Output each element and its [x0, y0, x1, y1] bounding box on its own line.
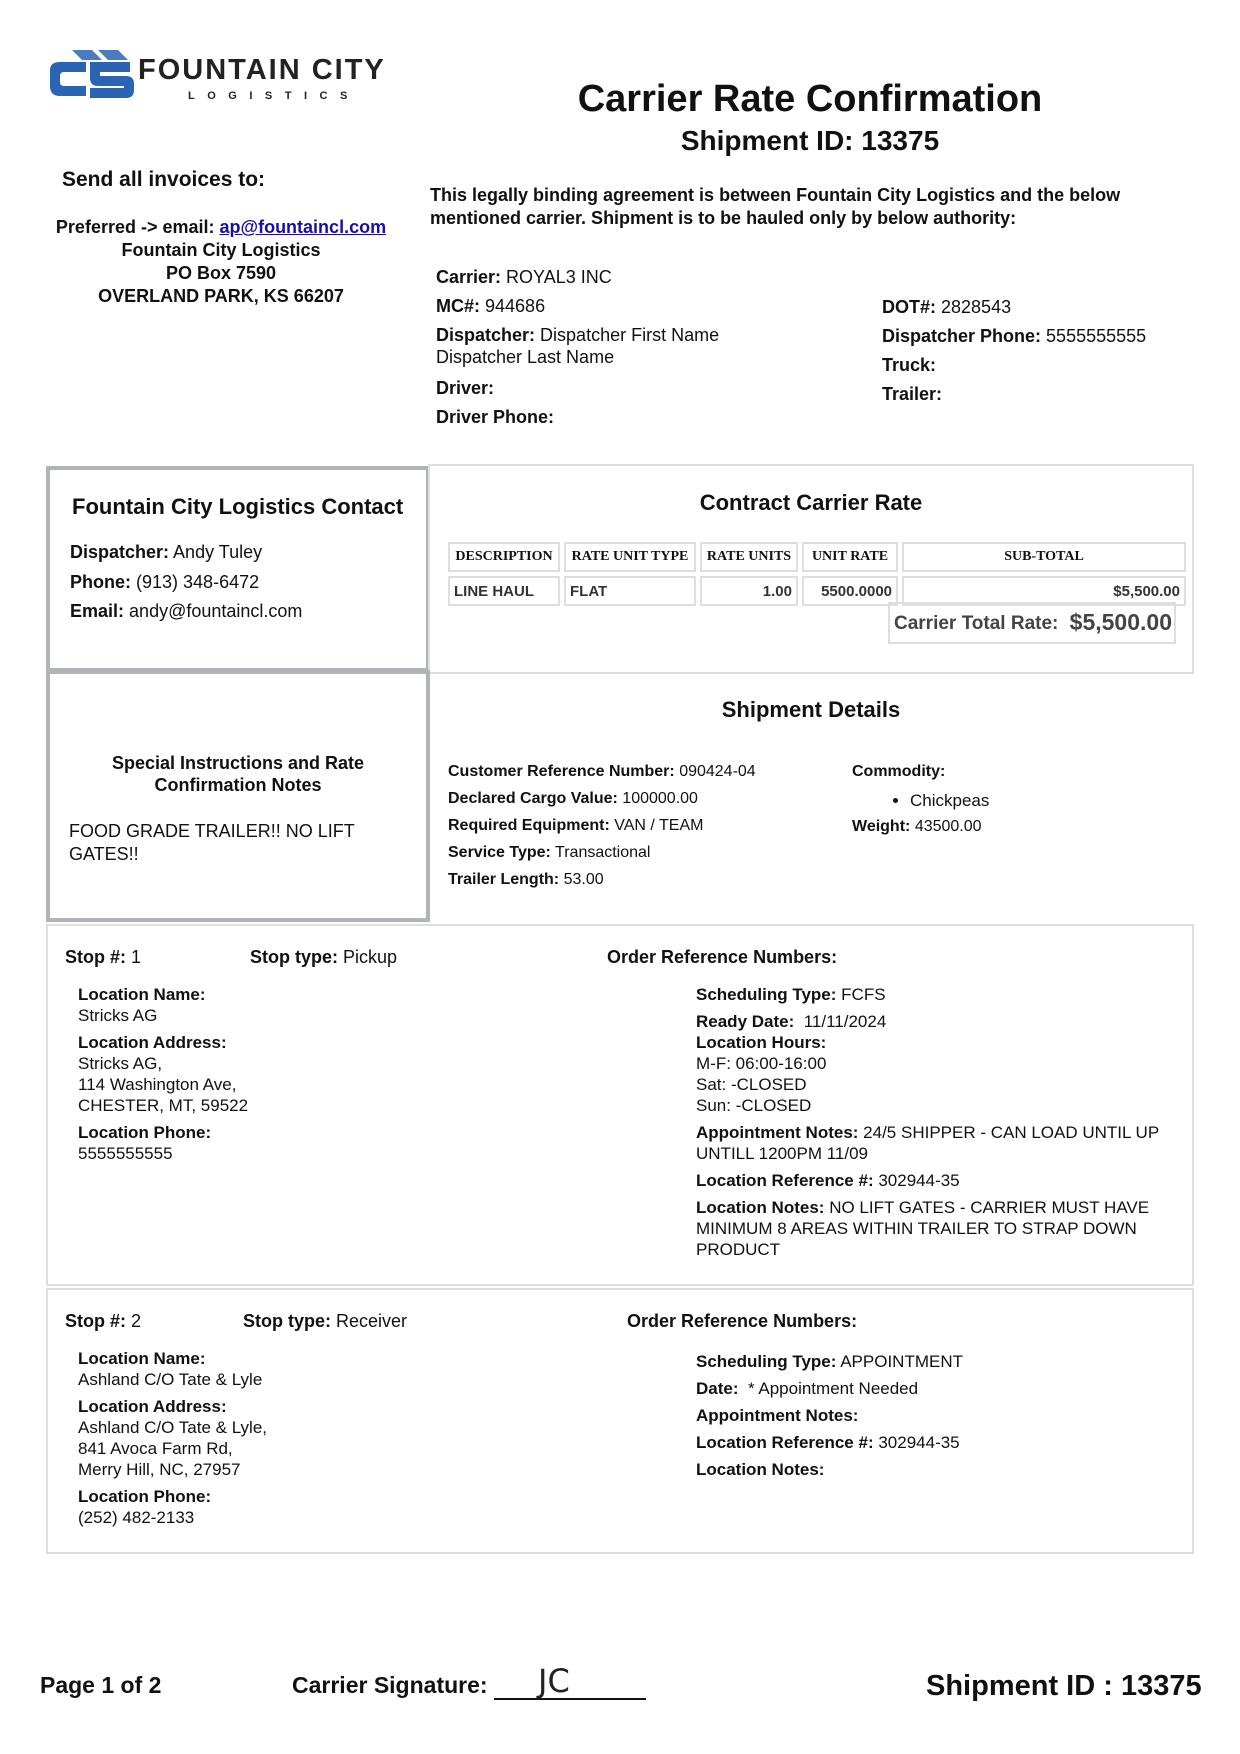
- mc-label: MC#:: [436, 296, 480, 316]
- stop-1-location: [78, 984, 518, 1164]
- shipment-heading: Shipment Details: [721, 697, 901, 722]
- special-heading-line1: Special Instructions and Rate: [111, 753, 365, 773]
- crn-label: Customer Reference Number:: [448, 763, 675, 780]
- stop-1-locnotes-value: NO LIFT GATES - CARRIER MUST HAVE MINIMUM 8 AREAS WITHIN TRAILER TO STRAP DOWN PRODUCT: [696, 1198, 1150, 1259]
- dot-label: DOT#:: [882, 297, 936, 317]
- signature-line: [494, 1698, 646, 1700]
- invoice-city: OVERLAND PARK, KS 66207: [98, 286, 344, 306]
- stop-1-locnotes-row: [696, 1197, 1176, 1260]
- stop-1-schedule: [696, 984, 1176, 1260]
- stop-1-type: [250, 947, 397, 968]
- contact-dispatcher-label: Dispatcher:: [70, 542, 170, 562]
- stop-1-hours-label: Location Hours:: [696, 1033, 827, 1052]
- commodity-list: [836, 790, 989, 812]
- col-rate-units: RATE UNITS: [700, 542, 798, 572]
- weight-row: [852, 818, 982, 836]
- stop-2-orn: [627, 1311, 857, 1332]
- page-number: Page 1 of 2: [40, 1672, 162, 1698]
- contact-email: [70, 600, 302, 622]
- invoice-address: [46, 216, 396, 308]
- special-text: FOOD GRADE TRAILER!! NO LIFT GATES!!: [69, 821, 355, 864]
- equipment-value: VAN / TEAM: [614, 817, 704, 834]
- dispatcher-first: Dispatcher First Name: [540, 325, 720, 345]
- crn-row: [448, 758, 756, 785]
- stop-2-addr3: Merry Hill, NC, 27957: [78, 1460, 241, 1479]
- stop-2-locref-value: 302944-35: [878, 1433, 960, 1452]
- contact-dispatcher: [70, 541, 262, 563]
- invoice-pobox: PO Box 7590: [165, 263, 277, 283]
- stop-2-type-value: Receiver: [336, 1311, 408, 1331]
- trailer-length-value: 53.00: [563, 871, 604, 888]
- total-value: $5,500.00: [1069, 609, 1172, 635]
- stop-2-date-label: Date:: [696, 1379, 739, 1398]
- dispatcher-phone-row: [882, 325, 1146, 347]
- stop-1-locref-label: Location Reference #:: [696, 1171, 874, 1190]
- stop-1-number-label: Stop #:: [65, 947, 126, 967]
- shipment-id-heading: Shipment ID: 13375: [680, 125, 940, 156]
- cargo-value: 100000.00: [622, 790, 698, 807]
- service-row: [448, 839, 756, 866]
- stop-2-loc-phone-label: Location Phone:: [78, 1487, 212, 1506]
- stop-2-addr1: Ashland C/O Tate & Lyle,: [78, 1418, 267, 1437]
- logo-name: FOUNTAIN CITY: [138, 54, 386, 86]
- stop-1-ready-value: 11/11/2024: [803, 1012, 887, 1031]
- rate-heading: Contract Carrier Rate: [699, 490, 923, 515]
- dispatcher-label: Dispatcher:: [436, 325, 536, 345]
- contact-email-value[interactable]: andy@fountaincl.com: [129, 601, 303, 621]
- stop-1-locnotes-label: Location Notes:: [696, 1198, 825, 1217]
- contact-phone-value: (913) 348-6472: [136, 572, 260, 592]
- stop-2-loc-addr-label: Location Address:: [78, 1397, 227, 1416]
- stop-1-addr3: CHESTER, MT, 59522: [78, 1096, 249, 1115]
- truck-row: [882, 354, 936, 376]
- stop-1-hours3: Sun: -CLOSED: [696, 1096, 812, 1115]
- weight-label: Weight:: [852, 818, 911, 835]
- trailer-label: Trailer:: [882, 384, 943, 404]
- service-value: Transactional: [555, 844, 651, 861]
- stop-2-loc-name: Ashland C/O Tate & Lyle: [78, 1370, 263, 1389]
- contact-dispatcher-value: Andy Tuley: [173, 542, 263, 562]
- agreement-text: This legally binding agreement is between Fountain City Logistics and the below mentioned carrier. Shipment is to be hauled only by below authority:: [430, 185, 1121, 228]
- cargo-row: [448, 785, 756, 812]
- driver-phone-label: Driver Phone:: [436, 407, 555, 427]
- stop-1-number: [65, 947, 141, 968]
- truck-label: Truck:: [882, 355, 937, 375]
- stop-1-ready-label: Ready Date:: [696, 1012, 795, 1031]
- cell-rate-units: 1.00: [700, 576, 798, 606]
- stop-2-sched-value: APPOINTMENT: [840, 1352, 964, 1371]
- rate-table: [444, 538, 1190, 610]
- stop-2-number-value: 2: [131, 1311, 142, 1331]
- dispatcher-last: Dispatcher Last Name: [436, 347, 615, 367]
- stop-2-location: [78, 1348, 518, 1528]
- driver-label: Driver:: [436, 378, 495, 398]
- shipment-details-left: [448, 758, 756, 893]
- carrier-total-box: [888, 602, 1176, 644]
- rate-table-header: [448, 542, 1186, 572]
- stop-2-locref-label: Location Reference #:: [696, 1433, 874, 1452]
- trailer-length-row: [448, 866, 756, 893]
- stop-2-locnotes-label: Location Notes:: [696, 1460, 825, 1479]
- stop-1-hours1: M-F: 06:00-16:00: [696, 1054, 827, 1073]
- preferred-label: Preferred -> email:: [55, 217, 215, 237]
- contact-phone: [70, 571, 259, 593]
- dispatcher-phone-value: 5555555555: [1046, 326, 1147, 346]
- dispatcher-phone-label: Dispatcher Phone:: [882, 326, 1042, 346]
- stop-2-locref-row: [696, 1429, 1176, 1456]
- stop-2-appt-row: [696, 1402, 1176, 1429]
- stop-1-addr2: 114 Washington Ave,: [78, 1075, 237, 1094]
- carrier-value: ROYAL3 INC: [506, 267, 612, 287]
- invoice-email-link[interactable]: ap@fountaincl.com: [219, 217, 387, 237]
- dot-row: [882, 296, 1011, 318]
- mc-value: 944686: [485, 296, 546, 316]
- stop-2-addr2: 841 Avoca Farm Rd,: [78, 1439, 233, 1458]
- stop-1-appt-value: 24/5 SHIPPER - CAN LOAD UNTIL UP UNTILL 1200PM 11/09: [696, 1123, 1159, 1163]
- stop-1-hours2: Sat: -CLOSED: [696, 1075, 807, 1094]
- stop-2-locnotes-row: [696, 1456, 1176, 1483]
- stop-2-type: [243, 1311, 407, 1332]
- special-heading: [46, 752, 430, 796]
- col-sub-total: SUB-TOTAL: [902, 542, 1186, 572]
- shipment-details-right: [852, 758, 945, 785]
- stop-2-date-row: [696, 1375, 1176, 1402]
- stop-2-schedule: [696, 1348, 1176, 1483]
- service-label: Service Type:: [448, 844, 551, 861]
- mc-row: [436, 295, 545, 317]
- dispatcher-row: [436, 324, 836, 368]
- carrier-signature: JC: [538, 1662, 570, 1700]
- stop-2-sched-row: [696, 1348, 1176, 1375]
- weight-value: 43500.00: [914, 818, 982, 835]
- trailer-length-label: Trailer Length:: [448, 871, 560, 888]
- stop-1-number-value: 1: [131, 947, 142, 967]
- crn-value: 090424-04: [679, 763, 756, 780]
- col-description: DESCRIPTION: [448, 542, 560, 572]
- stop-2-date-value: * Appointment Needed: [747, 1379, 919, 1398]
- trailer-row: [882, 383, 942, 405]
- contact-phone-label: Phone:: [70, 572, 131, 592]
- invoices-heading: Send all invoices to:: [62, 168, 266, 191]
- equipment-row: [448, 812, 756, 839]
- stop-1-type-label: Stop type:: [250, 947, 338, 967]
- stop-2-orn-label: Order Reference Numbers:: [627, 1311, 858, 1331]
- cargo-label: Declared Cargo Value:: [448, 790, 618, 807]
- total-label: Carrier Total Rate:: [894, 613, 1059, 634]
- stop-1-sched-label: Scheduling Type:: [696, 985, 837, 1004]
- stop-1-loc-name: Stricks AG: [78, 1006, 158, 1025]
- special-heading-line2: Confirmation Notes: [154, 775, 322, 795]
- list-item: • Chickpeas: [910, 790, 989, 812]
- cell-sub-total: $5,500.00: [902, 576, 1186, 606]
- cell-description: LINE HAUL: [448, 576, 560, 606]
- stop-1-locref-row: [696, 1170, 1176, 1191]
- stop-2-loc-name-label: Location Name:: [78, 1349, 206, 1368]
- stop-2-number-label: Stop #:: [65, 1311, 126, 1331]
- logo-subtitle: LOGISTICS: [188, 90, 360, 102]
- stop-1-sched-row: [696, 984, 1176, 1005]
- driver-row: [436, 377, 494, 399]
- carrier-signature-label: Carrier Signature:: [292, 1672, 488, 1698]
- stop-1-loc-addr-label: Location Address:: [78, 1033, 227, 1052]
- contact-email-label: Email:: [70, 601, 125, 621]
- special-instructions-box: [46, 670, 430, 922]
- stop-1-type-value: Pickup: [343, 947, 398, 967]
- col-rate-unit-type: RATE UNIT TYPE: [564, 542, 696, 572]
- driver-phone-row: [436, 406, 554, 428]
- contact-heading: Fountain City Logistics Contact: [72, 494, 404, 519]
- col-unit-rate: UNIT RATE: [802, 542, 898, 572]
- stop-1-appt-label: Appointment Notes:: [696, 1123, 859, 1142]
- stop-2-type-label: Stop type:: [243, 1311, 331, 1331]
- stop-1-loc-phone-label: Location Phone:: [78, 1123, 212, 1142]
- stop-1-locref-value: 302944-35: [878, 1171, 960, 1190]
- commodity-label: Commodity:: [852, 763, 946, 780]
- cell-rate-unit-type: FLAT: [564, 576, 696, 606]
- equipment-label: Required Equipment:: [448, 817, 610, 834]
- footer-shipment-id: Shipment ID : 13375: [926, 1670, 1202, 1702]
- stop-1-ready-row: [696, 1011, 1176, 1032]
- stop-1-appt-row: [696, 1122, 1176, 1164]
- stop-2-number: [65, 1311, 141, 1332]
- stop-1-sched-value: FCFS: [841, 985, 886, 1004]
- stop-2-sched-label: Scheduling Type:: [696, 1352, 837, 1371]
- stop-1-loc-name-label: Location Name:: [78, 985, 206, 1004]
- dot-value: 2828543: [941, 297, 1012, 317]
- page-title: Carrier Rate Confirmation: [577, 78, 1043, 120]
- cell-unit-rate: 5500.0000: [802, 576, 898, 606]
- stop-2-appt-label: Appointment Notes:: [696, 1406, 859, 1425]
- stop-1-orn: [607, 947, 837, 968]
- invoice-company: Fountain City Logistics: [121, 240, 321, 260]
- stop-2-loc-phone: (252) 482-2133: [78, 1508, 195, 1527]
- stop-1-addr1: Stricks AG,: [78, 1054, 163, 1073]
- stop-1-orn-label: Order Reference Numbers:: [607, 947, 838, 967]
- carrier-label: Carrier:: [436, 267, 502, 287]
- carrier-row: [436, 266, 612, 288]
- stop-1-loc-phone: 5555555555: [78, 1144, 173, 1163]
